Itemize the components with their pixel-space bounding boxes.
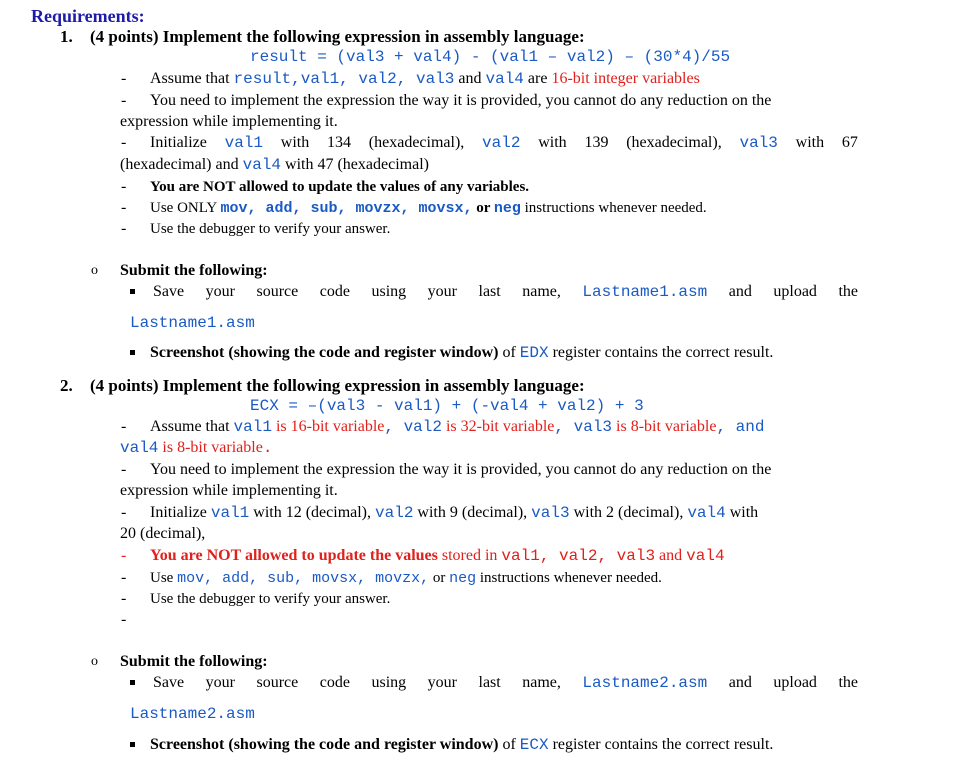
q1-submit-circle: o	[91, 263, 98, 278]
q2-bullet-4: You are NOT allowed to update the values stored in val1, val2, val3 and val4	[150, 547, 725, 565]
q1-b3-dash: -	[121, 134, 127, 151]
q2-b1-dash: -	[121, 418, 127, 435]
requirements-heading: Requirements:	[31, 6, 145, 26]
q1-bullet-3-line1: Initialize val1 with 134 (hexadecimal), val2 with 139 (hexadecimal), val3 with 67	[150, 134, 858, 152]
q2-expression: ECX = –(val3 - val1) + (-val4 + val2) + 3	[250, 397, 644, 415]
q1-b6-dash: -	[121, 220, 127, 237]
q2-screenshot-line: Screenshot (showing the code and register window) of ECX register contains the correct result.	[150, 736, 774, 754]
q2-title: (4 points) Implement the following expression in assembly language:	[90, 376, 585, 395]
q2-b4-dash: -	[121, 547, 127, 564]
q2-b2-dash: -	[121, 461, 127, 478]
q1-number: 1.	[60, 27, 73, 46]
q1-bullet-2-line1: You need to implement the expression the way it is provided, you cannot do any reduction on the	[150, 92, 772, 109]
q2-b6-dash: -	[121, 590, 127, 607]
q2-bullet-1-line1: Assume that val1 is 16-bit variable, val2 is 32-bit variable, val3 is 8-bit variable, and	[150, 418, 765, 436]
q1-expression: result = (val3 + val4) - (val1 – val2) – (30*4)/55	[250, 48, 731, 66]
q1-title: (4 points) Implement the following expression in assembly language:	[90, 27, 585, 46]
q2-bullet-3-line2: 20 (decimal),	[120, 525, 206, 542]
q2-number: 2.	[60, 376, 73, 395]
q2-submit-circle: o	[91, 654, 98, 669]
q1-b4-dash: -	[121, 178, 127, 195]
q1-bullet-3-line2: (hexadecimal) and val4 with 47 (hexadecimal)	[120, 156, 429, 174]
q1-b2-dash: -	[121, 92, 127, 109]
q1-bullet-4: You are NOT allowed to update the values of any variables.	[150, 179, 530, 195]
q2-b3-dash: -	[121, 504, 127, 521]
q2-save-line: Save your source code using your last name, Lastname2.asm and upload the	[153, 674, 858, 692]
q1-save-filename: Lastname1.asm	[130, 314, 255, 332]
q2-bullet-6: Use the debugger to verify your answer.	[150, 591, 391, 607]
q2-submit-label: Submit the following:	[120, 653, 268, 670]
q1-screenshot-line: Screenshot (showing the code and register window) of EDX register contains the correct result.	[150, 344, 774, 362]
q1-bullet-6: Use the debugger to verify your answer.	[150, 221, 391, 237]
q2-bullet-2-line1: You need to implement the expression the way it is provided, you cannot do any reduction on the	[150, 461, 772, 478]
q2-b5-dash: -	[121, 569, 127, 586]
q2-bullet-5: Use mov, add, sub, movsx, movzx, or neg instructions whenever needed.	[150, 570, 662, 587]
q2-screenshot-bullet	[130, 742, 135, 747]
q1-bullet-2-line2: expression while implementing it.	[120, 113, 338, 130]
q2-save-filename: Lastname2.asm	[130, 705, 255, 723]
q2-b7-dash: -	[121, 611, 127, 628]
q2-bullet-1-line2: val4 is 8-bit variable.	[120, 439, 273, 457]
q1-save-bullet	[130, 289, 135, 294]
q1-b1-dash: -	[121, 70, 127, 87]
q1-bullet-1: Assume that result,val1, val2, val3 and val4 are 16-bit integer variables	[150, 70, 700, 88]
q1-screenshot-bullet	[130, 350, 135, 355]
q2-bullet-2-line2: expression while implementing it.	[120, 482, 338, 499]
q2-bullet-3-line1: Initialize val1 with 12 (decimal), val2 with 9 (decimal), val3 with 2 (decimal), val4 with	[150, 504, 759, 522]
q1-bullet-5: Use ONLY mov, add, sub, movzx, movsx, or neg instructions whenever needed.	[150, 200, 707, 217]
q1-b5-dash: -	[121, 199, 127, 216]
q1-submit-label: Submit the following:	[120, 262, 268, 279]
q1-save-line: Save your source code using your last name, Lastname1.asm and upload the	[153, 283, 858, 301]
q2-save-bullet	[130, 680, 135, 685]
